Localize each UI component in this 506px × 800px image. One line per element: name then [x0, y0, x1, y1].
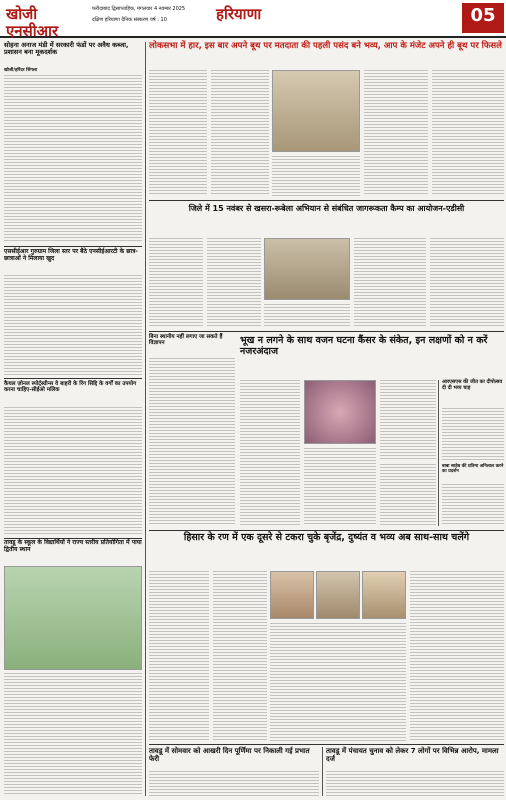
divider	[149, 331, 504, 332]
story-8-headline: बाबा साहेब की प्रतिमा अनिलाल करने का प्रदर्शन	[442, 464, 504, 475]
story-6-photo	[304, 380, 376, 444]
story-9-body-col3	[270, 623, 406, 741]
lead-body-col1	[149, 70, 207, 196]
story-12-headline: तावडू में पंचायत चुनाव को लेकर 7 लोगों पर विभिन्न आरोप, मामला दर्ज	[326, 747, 499, 764]
section-title: हरियाणा	[216, 5, 262, 23]
lead-body-col2	[211, 70, 269, 196]
story-3-body-col5	[430, 238, 504, 328]
story-10-body	[4, 673, 142, 796]
story-6-body-col4	[380, 464, 436, 526]
lead-body-col4	[364, 70, 428, 196]
divider	[149, 744, 504, 745]
lead-headline: लोकसभा में हार, इस बार अपने बूथ पर मतदाता की पहली पसंद बने भव्य, आप के मंजेट अपने ही बूथ पर फिसले	[149, 41, 502, 51]
story-11-body	[149, 771, 319, 796]
story-12-body	[326, 771, 504, 796]
story-3-body-col3	[264, 304, 350, 328]
story-3-headline: जिले में 15 नवंबर से खसरा-रूबेला अभियान से संबंधित जागरूकता कैम्प का आयोजन-एडीसी	[188, 204, 465, 213]
story-2-headline: एससीईआर गुरुग्राम जिला स्तर पर बैठे एनसीईआरटी के छात्र-छात्राओं ने मिलाया खुद	[4, 248, 138, 262]
story-3-body-col1	[149, 238, 203, 328]
story-9-body-col2	[213, 571, 267, 741]
page-number-box	[462, 3, 504, 33]
story-9-photo-2	[316, 571, 360, 619]
story-2-body	[4, 275, 142, 375]
date-line: फरीदाबाद द्विसाप्ताहिक, मंगलवार 4 नवम्बर 2025	[92, 6, 186, 12]
page-number: 05	[470, 5, 496, 26]
story-3-body-col4	[354, 238, 426, 328]
story-9-body-col4	[410, 571, 504, 741]
story-6-body-col2	[304, 448, 376, 526]
edition-line: दक्षिण हरियाणा दैनिक संस्करण वर्ष : 10	[92, 17, 167, 23]
story-10-photo	[4, 566, 142, 670]
story-4-headline: कैथल ज़ोनल स्पोर्ट्स्ग्रीन्स वे बाहरी के रिंग सिद्दि के वर्गों का उपयोग करना चाहिए-सीईओ मलिक	[4, 381, 137, 394]
story-3-photo	[264, 238, 350, 300]
divider	[4, 378, 142, 379]
story-4-body	[4, 407, 142, 535]
story-7-body	[442, 408, 504, 460]
story-9-body-col1	[149, 571, 209, 741]
lead-body-col3	[272, 156, 360, 196]
story-10-headline: तावडू के स्कूल के विद्यार्थियों ने राज्य स्तरीय प्रतियोगिता में पाया द्वितीय स्थान	[4, 539, 142, 553]
divider	[149, 200, 504, 201]
story-6-body-col1	[240, 380, 300, 526]
story-5-headline: बिना स्थानीय नहीं लगाए जा सकते हैं विज्ञापन	[149, 334, 223, 347]
divider	[4, 246, 142, 247]
column-rule	[322, 747, 323, 796]
story-8-body	[442, 484, 504, 526]
story-1-headline: सोहना अनाज मंडी में सरकारी फंडों पर अवैध कब्जा, प्रशासन बना मूकदर्शक	[4, 41, 129, 57]
story-9-photo-3	[362, 571, 406, 619]
story-5-body	[149, 358, 235, 526]
story-11-headline: तावडू में सोमवार को आखरी दिन पूर्णिमा पर निकाली गई प्रभात फेरी	[149, 747, 310, 764]
story-1-body	[4, 75, 142, 243]
paper-name: खोजी एनसीआर	[6, 5, 59, 41]
column-rule	[438, 380, 439, 526]
story-6-body-col3	[380, 380, 436, 460]
story-9-headline: हिसार के रण में एक दूसरे से टकरा चुके बृजेंद्र, दुष्यंत व भव्य अब साथ-साथ चलेंगे	[183, 532, 470, 543]
masthead	[0, 0, 506, 41]
story-3-body-col2	[207, 238, 261, 328]
story-7-headline: आरएसएस की जीत का दीपोत्सव दी दी भव्य चाह	[442, 379, 503, 391]
lead-photo	[272, 70, 360, 152]
story-9-photo-1	[270, 571, 314, 619]
story-6-headline: भूख न लगने के साथ वजन घटना कैंसर के संकेत, इन लक्षणों को न करें नजरअंदाज	[240, 335, 488, 357]
column-rule	[145, 42, 146, 796]
story-1-byline: खोजी/हरिंदर सिंगला	[4, 68, 38, 73]
divider	[149, 530, 504, 531]
lead-body-col5	[432, 70, 504, 196]
